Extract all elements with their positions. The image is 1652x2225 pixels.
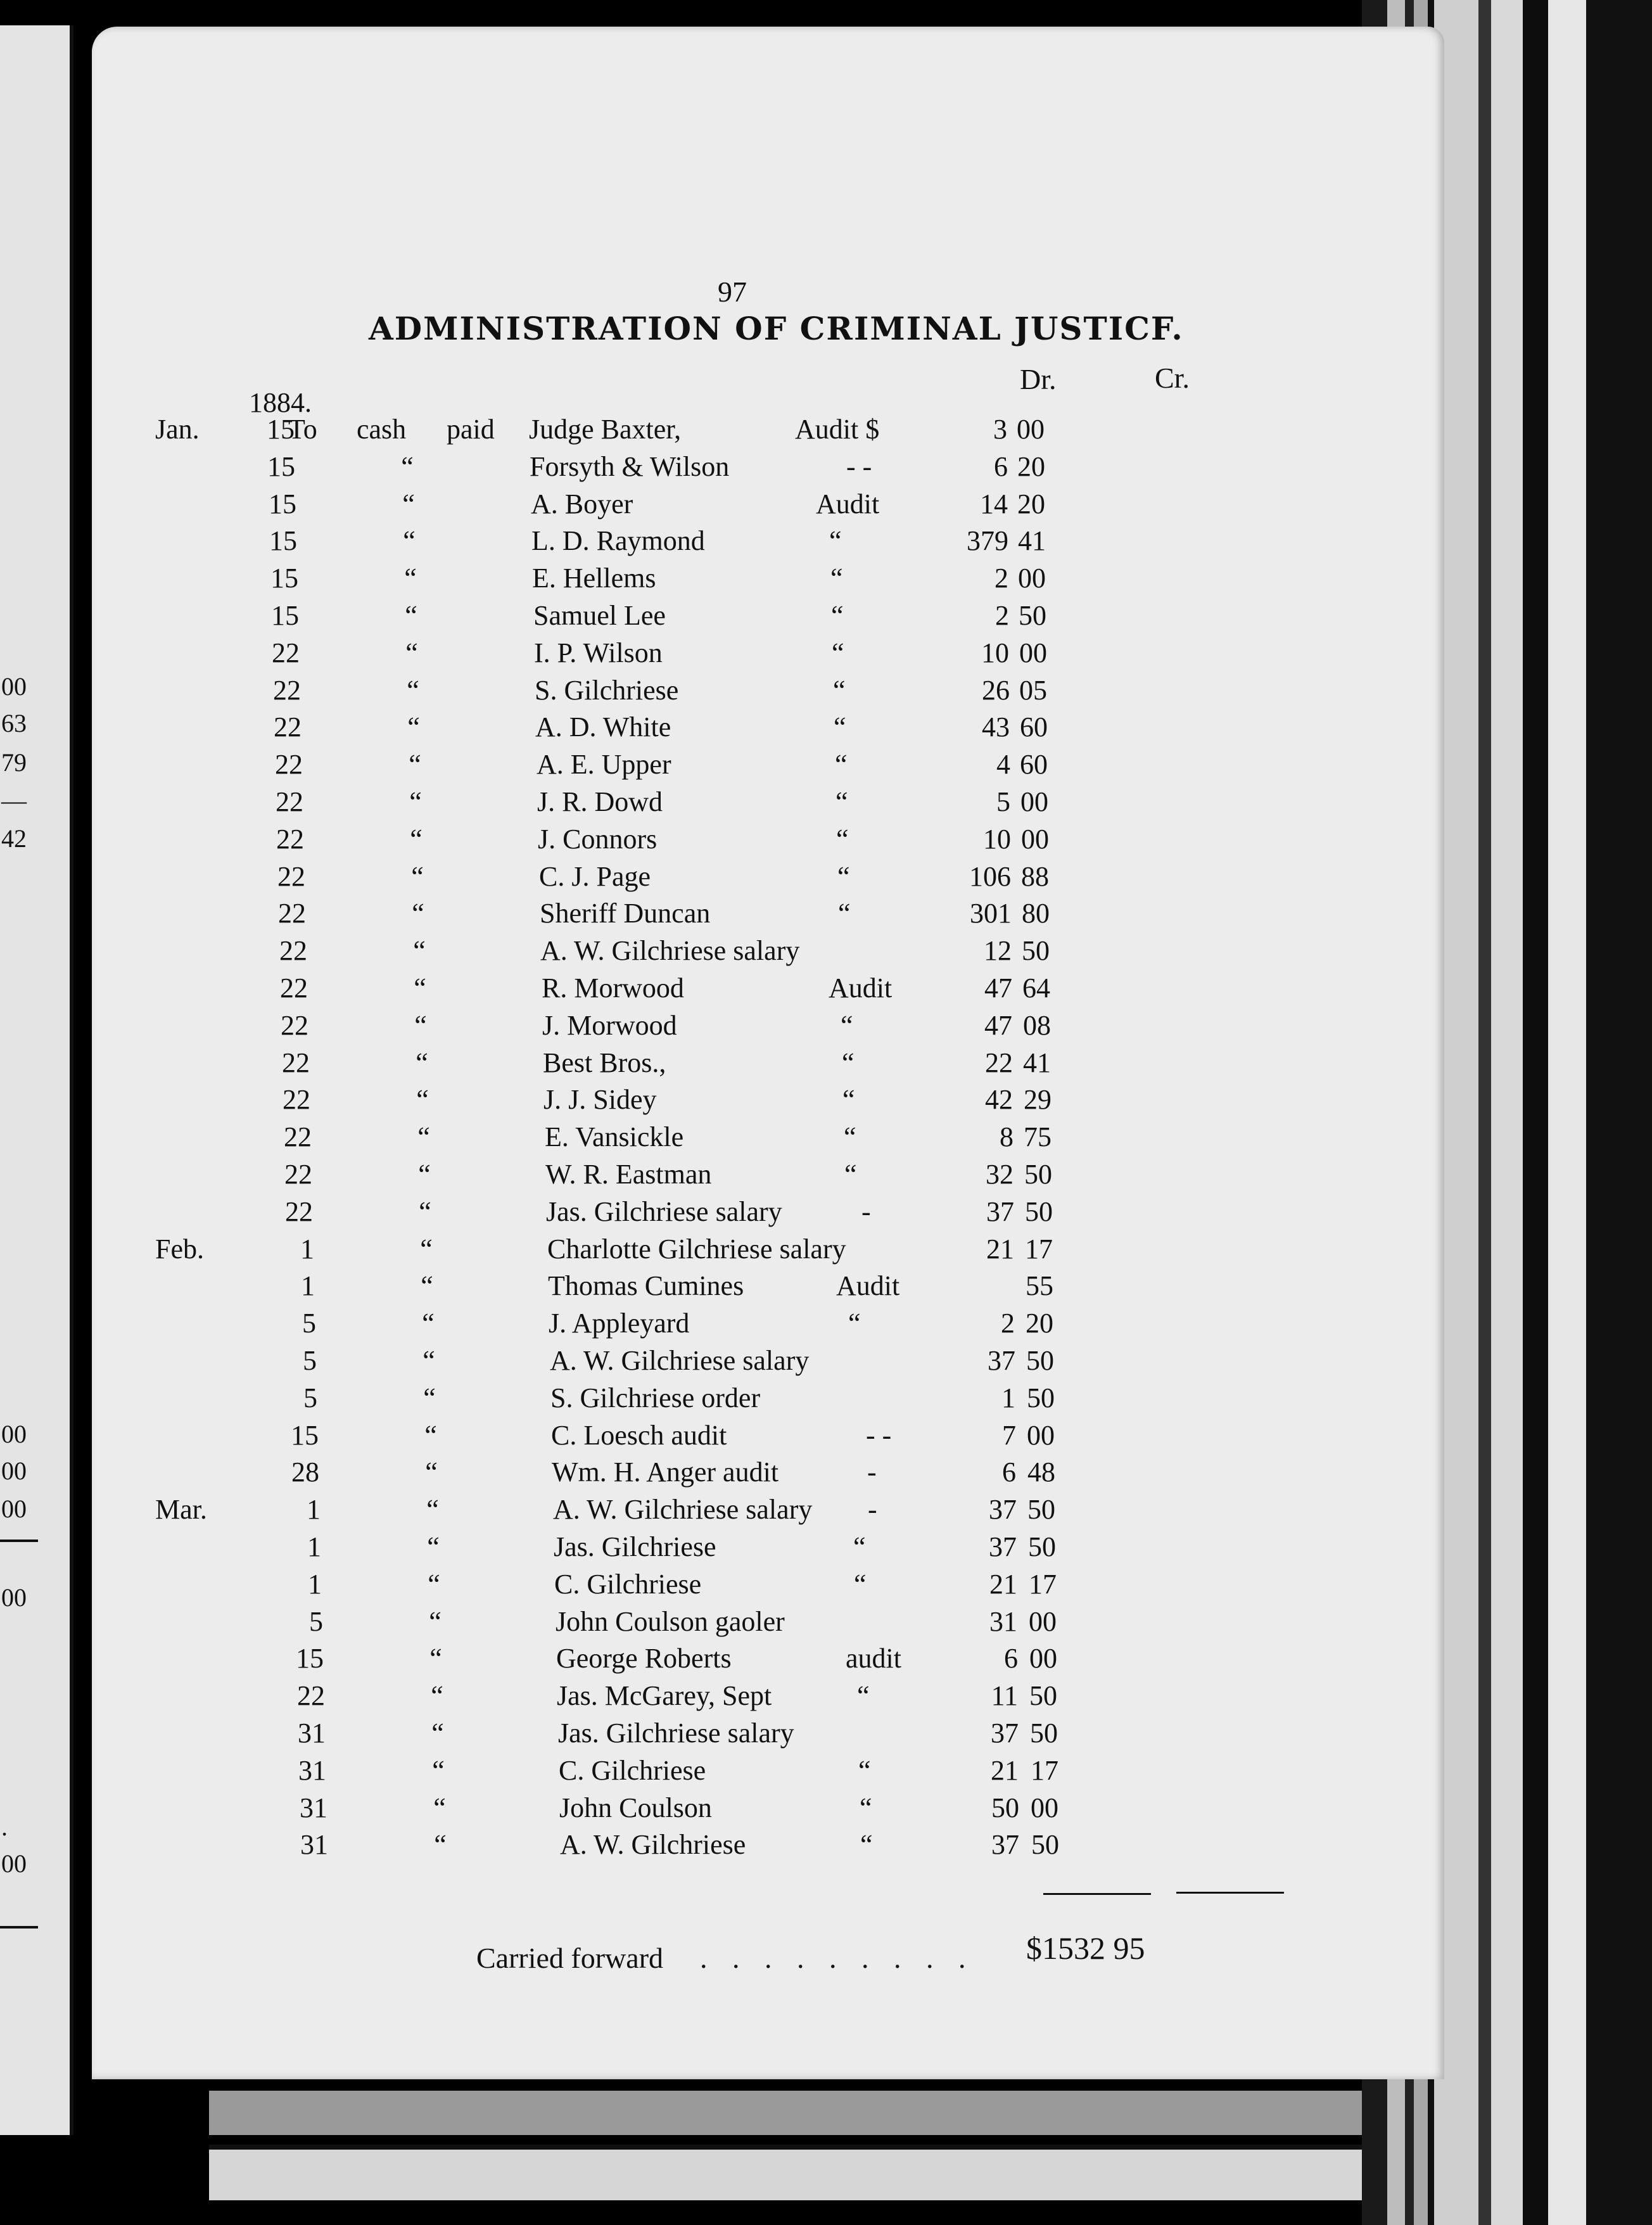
- ledger-day: 15: [269, 525, 297, 557]
- ledger-payee: J. J. Sidey: [543, 1084, 657, 1116]
- ledger-month: Jan.: [155, 414, 200, 445]
- left-page-number-fragment: 63: [1, 709, 27, 737]
- carried-forward-leader-dots: . . . . . . . . .: [700, 1942, 975, 1974]
- ledger-day: 22: [280, 972, 308, 1004]
- ledger-note: - -: [846, 450, 872, 482]
- ledger-payee: A. W. Gilchriese: [560, 1829, 746, 1861]
- ledger-dollars: 26: [982, 674, 1010, 706]
- ledger-page: [92, 27, 1444, 2079]
- ledger-note: “: [829, 525, 842, 557]
- ledger-cents: 64: [1022, 972, 1050, 1004]
- ledger-payee: A. Boyer: [531, 488, 633, 520]
- ledger-row: [92, 488, 1444, 523]
- ledger-note: “: [841, 1009, 853, 1041]
- ledger-payee: Jas. McGarey, Sept: [557, 1680, 772, 1712]
- ledger-ditto-mark: “: [423, 1382, 436, 1413]
- ledger-ditto-mark: “: [431, 1680, 443, 1712]
- ledger-note: “: [858, 1754, 871, 1786]
- ledger-row: [92, 1195, 1444, 1231]
- ledger-payee: C. J. Page: [539, 860, 651, 892]
- ledger-row: [92, 1270, 1444, 1305]
- ledger-payee: John Coulson gaoler: [556, 1605, 785, 1637]
- ledger-paid: paid: [447, 414, 495, 445]
- ledger-payee: Jas. Gilchriese salary: [546, 1195, 782, 1227]
- ledger-dollars: 37: [988, 1345, 1015, 1376]
- ledger-cents: 50: [1022, 935, 1050, 967]
- ledger-payee: George Roberts: [556, 1643, 732, 1674]
- ledger-dollars: 31: [989, 1605, 1017, 1637]
- ledger-note: “: [835, 749, 848, 781]
- ledger-day: 22: [281, 1009, 308, 1041]
- credit-total-rule: [1176, 1892, 1284, 1894]
- ledger-ditto-mark: “: [423, 1345, 435, 1376]
- ledger-ditto-mark: “: [409, 749, 421, 781]
- ledger-day: 1: [300, 1233, 314, 1265]
- ledger-day: 22: [276, 786, 303, 817]
- ledger-payee: C. Loesch audit: [551, 1419, 727, 1451]
- left-page-rule: [0, 1926, 38, 1929]
- ledger-payee: R. Morwood: [542, 972, 684, 1004]
- ledger-cents: 60: [1020, 749, 1048, 781]
- ledger-cash: cash: [357, 414, 407, 445]
- ledger-day: 22: [285, 1195, 313, 1227]
- ledger-row: [92, 674, 1444, 710]
- ledger-row: [92, 1754, 1444, 1790]
- ledger-note: “: [853, 1531, 866, 1562]
- ledger-ditto-mark: “: [413, 935, 426, 967]
- ledger-dollars: 7: [1002, 1419, 1016, 1451]
- ledger-month: Mar.: [155, 1494, 207, 1526]
- ledger-payee: Thomas Cumines: [548, 1270, 744, 1302]
- ledger-row: [92, 972, 1444, 1007]
- ledger-cents: 50: [1031, 1829, 1059, 1861]
- ledger-dollars: 21: [989, 1568, 1017, 1600]
- ledger-cents: 50: [1030, 1718, 1058, 1749]
- ledger-cents: 55: [1026, 1270, 1053, 1302]
- ledger-day: 22: [284, 1159, 312, 1190]
- ledger-row: [92, 1531, 1444, 1566]
- ledger-ditto-mark: “: [401, 450, 414, 482]
- left-page-number-fragment: 00: [1, 1849, 27, 1878]
- ledger-payee: A. W. Gilchriese salary: [540, 935, 800, 967]
- left-page-number-fragment: 00: [1, 672, 27, 701]
- ledger-ditto-mark: “: [428, 1568, 440, 1600]
- ledger-day: 22: [274, 711, 302, 743]
- ledger-row: [92, 1009, 1444, 1045]
- ledger-row: [92, 450, 1444, 486]
- debit-total-rule: [1043, 1893, 1151, 1895]
- ledger-row: [92, 1419, 1444, 1455]
- ledger-payee: A. W. Gilchriese salary: [553, 1494, 813, 1526]
- ledger-day: 22: [273, 674, 301, 706]
- ledger-day: 1: [308, 1568, 322, 1600]
- ledger-ditto-mark: “: [421, 1270, 433, 1302]
- ledger-dollars: 6: [1002, 1457, 1016, 1488]
- ledger-note: “: [831, 600, 844, 631]
- ledger-payee: J. R. Dowd: [537, 786, 663, 817]
- ledger-cents: 05: [1019, 674, 1047, 706]
- ledger-cents: 50: [1028, 1531, 1056, 1562]
- ledger-row: [92, 599, 1444, 635]
- carried-forward-label: Carried forward: [476, 1942, 664, 1974]
- ledger-cents: 17: [1029, 1568, 1057, 1600]
- ledger-day: 5: [302, 1308, 316, 1339]
- ledger-ditto-mark: “: [414, 972, 426, 1004]
- ledger-dollars: 21: [986, 1233, 1014, 1265]
- ledger-cents: 50: [1019, 600, 1046, 631]
- ledger-payee: E. Hellems: [532, 563, 656, 594]
- ledger-cents: 88: [1021, 860, 1049, 892]
- ledger-note: “: [842, 1047, 855, 1078]
- ledger-note: “: [842, 1084, 855, 1116]
- ledger-ditto-mark: “: [405, 600, 417, 631]
- ledger-day: 22: [276, 823, 304, 855]
- ledger-dollars: 37: [986, 1195, 1014, 1227]
- ledger-payee: Samuel Lee: [533, 600, 666, 631]
- ledger-note: “: [854, 1568, 867, 1600]
- ledger-dollars: 106: [969, 860, 1011, 892]
- ledger-day: 5: [303, 1382, 317, 1413]
- ledger-note: - -: [866, 1419, 892, 1451]
- ledger-payee: S. Gilchriese: [535, 674, 679, 706]
- ledger-row: [92, 897, 1444, 933]
- left-page-number-fragment: 42: [1, 824, 27, 853]
- ledger-ditto-mark: “: [409, 786, 422, 817]
- ledger-row: [92, 1717, 1444, 1752]
- ledger-cents: 50: [1027, 1494, 1055, 1526]
- ledger-note: “: [838, 898, 851, 929]
- ledger-payee: Wm. H. Anger audit: [552, 1457, 779, 1488]
- ledger-dollars: 37: [991, 1718, 1019, 1749]
- ledger-ditto-mark: “: [429, 1605, 442, 1637]
- left-page-rule: [0, 1540, 38, 1542]
- ledger-cents: 20: [1017, 488, 1045, 520]
- ledger-cents: 00: [1027, 1419, 1055, 1451]
- ledger-ditto-mark: “: [434, 1829, 447, 1861]
- ledger-ditto-mark: “: [424, 1419, 437, 1451]
- left-facing-page: [0, 25, 73, 2135]
- ledger-cents: 00: [1020, 786, 1048, 817]
- ledger-day: 22: [275, 749, 303, 781]
- ledger-dollars: 12: [984, 935, 1012, 967]
- ledger-dollars: 11: [991, 1680, 1018, 1712]
- ledger-row: [92, 1047, 1444, 1082]
- ledger-note: Audit: [829, 972, 893, 1004]
- ledger-cents: 17: [1025, 1233, 1053, 1265]
- ledger-cents: 00: [1019, 637, 1047, 668]
- ledger-day: 22: [279, 935, 307, 967]
- ledger-row: [92, 1493, 1444, 1529]
- left-page-number-fragment: 00: [1, 1495, 27, 1523]
- page-title: ADMINISTRATION OF CRIMINAL JUSTICF.: [369, 310, 1184, 347]
- ledger-ditto-mark: “: [418, 1159, 431, 1190]
- ledger-payee: A. W. Gilchriese salary: [550, 1345, 810, 1376]
- ledger-note: “: [836, 823, 849, 855]
- ledger-row: [92, 637, 1444, 672]
- left-page-number-fragment: .: [1, 1813, 8, 1841]
- ledger-to: To: [288, 414, 317, 445]
- ledger-dollars: 1: [1001, 1382, 1015, 1413]
- ledger-dollars: 14: [980, 488, 1008, 520]
- ledger-day: 22: [277, 860, 305, 892]
- ledger-cents: 50: [1029, 1680, 1057, 1712]
- ledger-payee: Jas. Gilchriese salary: [558, 1718, 794, 1749]
- ledger-dollars: 22: [985, 1047, 1013, 1078]
- ledger-month: Feb.: [155, 1233, 204, 1265]
- ledger-ditto-mark: “: [429, 1643, 442, 1674]
- ledger-note: “: [844, 1159, 857, 1190]
- ledger-payee: A. D. White: [535, 711, 671, 743]
- ledger-dollars: 47: [984, 1009, 1012, 1041]
- debit-column-heading: Dr.: [1020, 363, 1057, 395]
- ledger-ditto-mark: “: [431, 1718, 444, 1749]
- ledger-payee: E. Vansickle: [545, 1121, 684, 1153]
- ledger-day: 31: [298, 1718, 326, 1749]
- page-stack-shadow: [209, 2091, 1413, 2135]
- ledger-dollars: 43: [982, 711, 1010, 743]
- ledger-note: “: [832, 637, 844, 668]
- ledger-ditto-mark: “: [426, 1494, 439, 1526]
- ledger-day: 15: [270, 563, 298, 594]
- ledger-note: -: [868, 1494, 877, 1526]
- ledger-note: “: [860, 1792, 872, 1823]
- ledger-day: 22: [283, 1084, 310, 1116]
- ledger-dollars: 6: [1004, 1643, 1018, 1674]
- ledger-dollars: 32: [986, 1159, 1013, 1190]
- ledger-row: [92, 1456, 1444, 1491]
- ledger-day: 15: [296, 1643, 324, 1674]
- ledger-dollars: 42: [985, 1084, 1013, 1116]
- ledger-ditto-mark: “: [407, 674, 419, 706]
- ledger-payee: Best Bros.,: [543, 1047, 666, 1078]
- left-page-number-fragment: 00: [1, 1583, 27, 1612]
- ledger-note: “: [833, 674, 846, 706]
- ledger-day: 15: [269, 488, 296, 520]
- ledger-ditto-mark: “: [417, 1121, 430, 1153]
- ledger-ditto-mark: “: [405, 637, 418, 668]
- left-page-number-fragment: 79: [1, 748, 27, 777]
- ledger-ditto-mark: “: [412, 898, 424, 929]
- ledger-payee: Jas. Gilchriese: [554, 1531, 716, 1562]
- ledger-cents: 08: [1023, 1009, 1051, 1041]
- ledger-note: “: [857, 1680, 870, 1712]
- ledger-cents: 20: [1017, 450, 1045, 482]
- ledger-ditto-mark: “: [403, 525, 416, 557]
- ledger-note: audit: [846, 1643, 901, 1674]
- ledger-ditto-mark: “: [402, 488, 415, 520]
- ledger-row: [92, 413, 1444, 449]
- ledger-cents: 00: [1018, 563, 1046, 594]
- ledger-day: 22: [282, 1047, 310, 1078]
- ledger-dollars: 8: [1000, 1121, 1013, 1153]
- ledger-payee: Judge Baxter,: [529, 414, 682, 445]
- ledger-row: [92, 823, 1444, 858]
- ledger-note: “: [844, 1121, 856, 1153]
- ledger-note: Audit: [836, 1270, 900, 1302]
- ledger-ditto-mark: “: [404, 563, 417, 594]
- ledger-cents: 48: [1027, 1457, 1055, 1488]
- ledger-ditto-mark: “: [420, 1233, 433, 1265]
- ledger-row: [92, 1792, 1444, 1827]
- left-page-number-fragment: 00: [1, 1457, 27, 1485]
- ledger-payee: Sheriff Duncan: [540, 898, 711, 929]
- ledger-dollars: 5: [996, 786, 1010, 817]
- ledger-note: -: [861, 1195, 871, 1227]
- ledger-ditto-mark: “: [432, 1754, 445, 1786]
- ledger-row: [92, 1642, 1444, 1678]
- ledger-day: 22: [272, 637, 300, 668]
- ledger-dollars: 3: [993, 414, 1007, 445]
- ledger-row: [92, 525, 1444, 560]
- ledger-ditto-mark: “: [419, 1195, 431, 1227]
- ledger-day: 1: [307, 1531, 321, 1562]
- ledger-dollars: 379: [967, 525, 1008, 557]
- ledger-cents: 60: [1020, 711, 1048, 743]
- ledger-row: [92, 1307, 1444, 1342]
- ledger-dollars: 10: [981, 637, 1009, 668]
- ledger-note: “: [836, 786, 848, 817]
- ledger-cents: 50: [1026, 1345, 1054, 1376]
- ledger-payee: W. R. Eastman: [545, 1159, 712, 1190]
- ledger-payee: Charlotte Gilchriese salary: [547, 1233, 846, 1265]
- ledger-payee: L. D. Raymond: [531, 525, 705, 557]
- ledger-payee: J. Connors: [538, 823, 658, 855]
- ledger-dollars: 6: [994, 450, 1008, 482]
- ledger-dollars: 50: [991, 1792, 1019, 1823]
- ledger-cents: 80: [1022, 898, 1050, 929]
- ledger-day: 15: [267, 450, 295, 482]
- ledger-note: Audit $: [795, 414, 880, 445]
- ledger-cents: 41: [1018, 525, 1046, 557]
- ledger-ditto-mark: “: [416, 1084, 429, 1116]
- ledger-note: “: [834, 711, 846, 743]
- ledger-dollars: 37: [989, 1494, 1017, 1526]
- ledger-row: [92, 748, 1444, 784]
- ledger-cents: 00: [1021, 823, 1049, 855]
- ledger-day: 15: [267, 414, 295, 445]
- ledger-day: 22: [278, 898, 306, 929]
- ledger-day: 22: [284, 1121, 312, 1153]
- ledger-cents: 00: [1017, 414, 1045, 445]
- ledger-ditto-mark: “: [427, 1531, 440, 1562]
- ledger-dollars: 2: [1001, 1308, 1015, 1339]
- ledger-ditto-mark: “: [407, 711, 420, 743]
- ledger-cents: 29: [1024, 1084, 1052, 1116]
- carried-forward-total: $1532 95: [1026, 1930, 1145, 1966]
- ledger-dollars: 21: [991, 1754, 1019, 1786]
- ledger-payee: J. Appleyard: [549, 1308, 690, 1339]
- ledger-row: [92, 1121, 1444, 1156]
- ledger-cents: 00: [1031, 1792, 1058, 1823]
- ledger-note: “: [848, 1308, 861, 1339]
- ledger-ditto-mark: “: [422, 1308, 435, 1339]
- ledger-note: -: [867, 1457, 877, 1488]
- ledger-note: Audit: [816, 488, 880, 520]
- left-page-number-fragment: —: [1, 786, 27, 815]
- ledger-dollars: 2: [994, 563, 1008, 594]
- ledger-payee: S. Gilchriese order: [550, 1382, 761, 1413]
- ledger-payee: John Coulson: [559, 1792, 712, 1823]
- ledger-row: [92, 1233, 1444, 1268]
- ledger-payee: C. Gilchriese: [554, 1568, 702, 1600]
- ledger-cents: 41: [1023, 1047, 1051, 1078]
- ledger-ditto-mark: “: [425, 1457, 438, 1488]
- ledger-note: “: [860, 1829, 873, 1861]
- ledger-note: “: [837, 860, 850, 892]
- ledger-payee: Forsyth & Wilson: [530, 450, 730, 482]
- ledger-row: [92, 711, 1444, 746]
- ledger-cents: 75: [1024, 1121, 1052, 1153]
- ledger-cents: 17: [1031, 1754, 1058, 1786]
- ledger-ditto-mark: “: [414, 1009, 427, 1041]
- ledger-day: 1: [301, 1270, 315, 1302]
- ledger-day: 31: [300, 1829, 328, 1861]
- ledger-day: 5: [303, 1345, 317, 1376]
- ledger-cents: 50: [1025, 1195, 1053, 1227]
- ledger-row: [92, 1083, 1444, 1119]
- ledger-row: [92, 562, 1444, 597]
- ledger-cents: 50: [1024, 1159, 1052, 1190]
- ledger-dollars: 37: [989, 1531, 1017, 1562]
- ledger-dollars: 37: [991, 1829, 1019, 1861]
- credit-column-heading: Cr.: [1155, 362, 1190, 394]
- ledger-row: [92, 860, 1444, 896]
- page-bottom-edge: [209, 2145, 1476, 2200]
- ledger-day: 1: [307, 1494, 321, 1526]
- ledger-ditto-mark: “: [416, 1047, 428, 1078]
- left-page-number-fragment: 00: [1, 1420, 27, 1448]
- ledger-day: 22: [297, 1680, 325, 1712]
- ledger-payee: A. E. Upper: [537, 749, 671, 781]
- ledger-ditto-mark: “: [433, 1792, 446, 1823]
- ledger-ditto-mark: “: [410, 823, 423, 855]
- ledger-row: [92, 1680, 1444, 1715]
- ledger-cents: 00: [1029, 1643, 1057, 1674]
- ledger-payee: I. P. Wilson: [534, 637, 663, 668]
- ledger-day: 31: [300, 1792, 327, 1823]
- ledger-row: [92, 786, 1444, 821]
- ledger-day: 5: [309, 1605, 323, 1637]
- ledger-dollars: 2: [995, 600, 1009, 631]
- ledger-day: 15: [291, 1419, 319, 1451]
- ledger-day: 31: [298, 1754, 326, 1786]
- ledger-payee: J. Morwood: [542, 1009, 677, 1041]
- ledger-payee: C. Gilchriese: [559, 1754, 706, 1786]
- ledger-dollars: 4: [996, 749, 1010, 781]
- ledger-dollars: 301: [970, 898, 1012, 929]
- ledger-cents: 20: [1026, 1308, 1053, 1339]
- ledger-cents: 00: [1029, 1605, 1057, 1637]
- ledger-note: “: [830, 563, 843, 594]
- ledger-day: 28: [291, 1457, 319, 1488]
- ledger-row: [92, 1344, 1444, 1380]
- ledger-dollars: 47: [984, 972, 1012, 1004]
- ledger-row: [92, 1568, 1444, 1603]
- ledger-day: 15: [271, 600, 299, 631]
- page-number: 97: [718, 276, 747, 308]
- ledger-cents: 50: [1027, 1382, 1055, 1413]
- ledger-row: [92, 1828, 1444, 1864]
- ledger-row: [92, 1158, 1444, 1194]
- ledger-year: 1884.: [249, 387, 312, 418]
- ledger-dollars: 10: [983, 823, 1011, 855]
- ledger-row: [92, 1605, 1444, 1641]
- ledger-ditto-mark: “: [411, 860, 424, 892]
- ledger-row: [92, 934, 1444, 970]
- ledger-row: [92, 1382, 1444, 1417]
